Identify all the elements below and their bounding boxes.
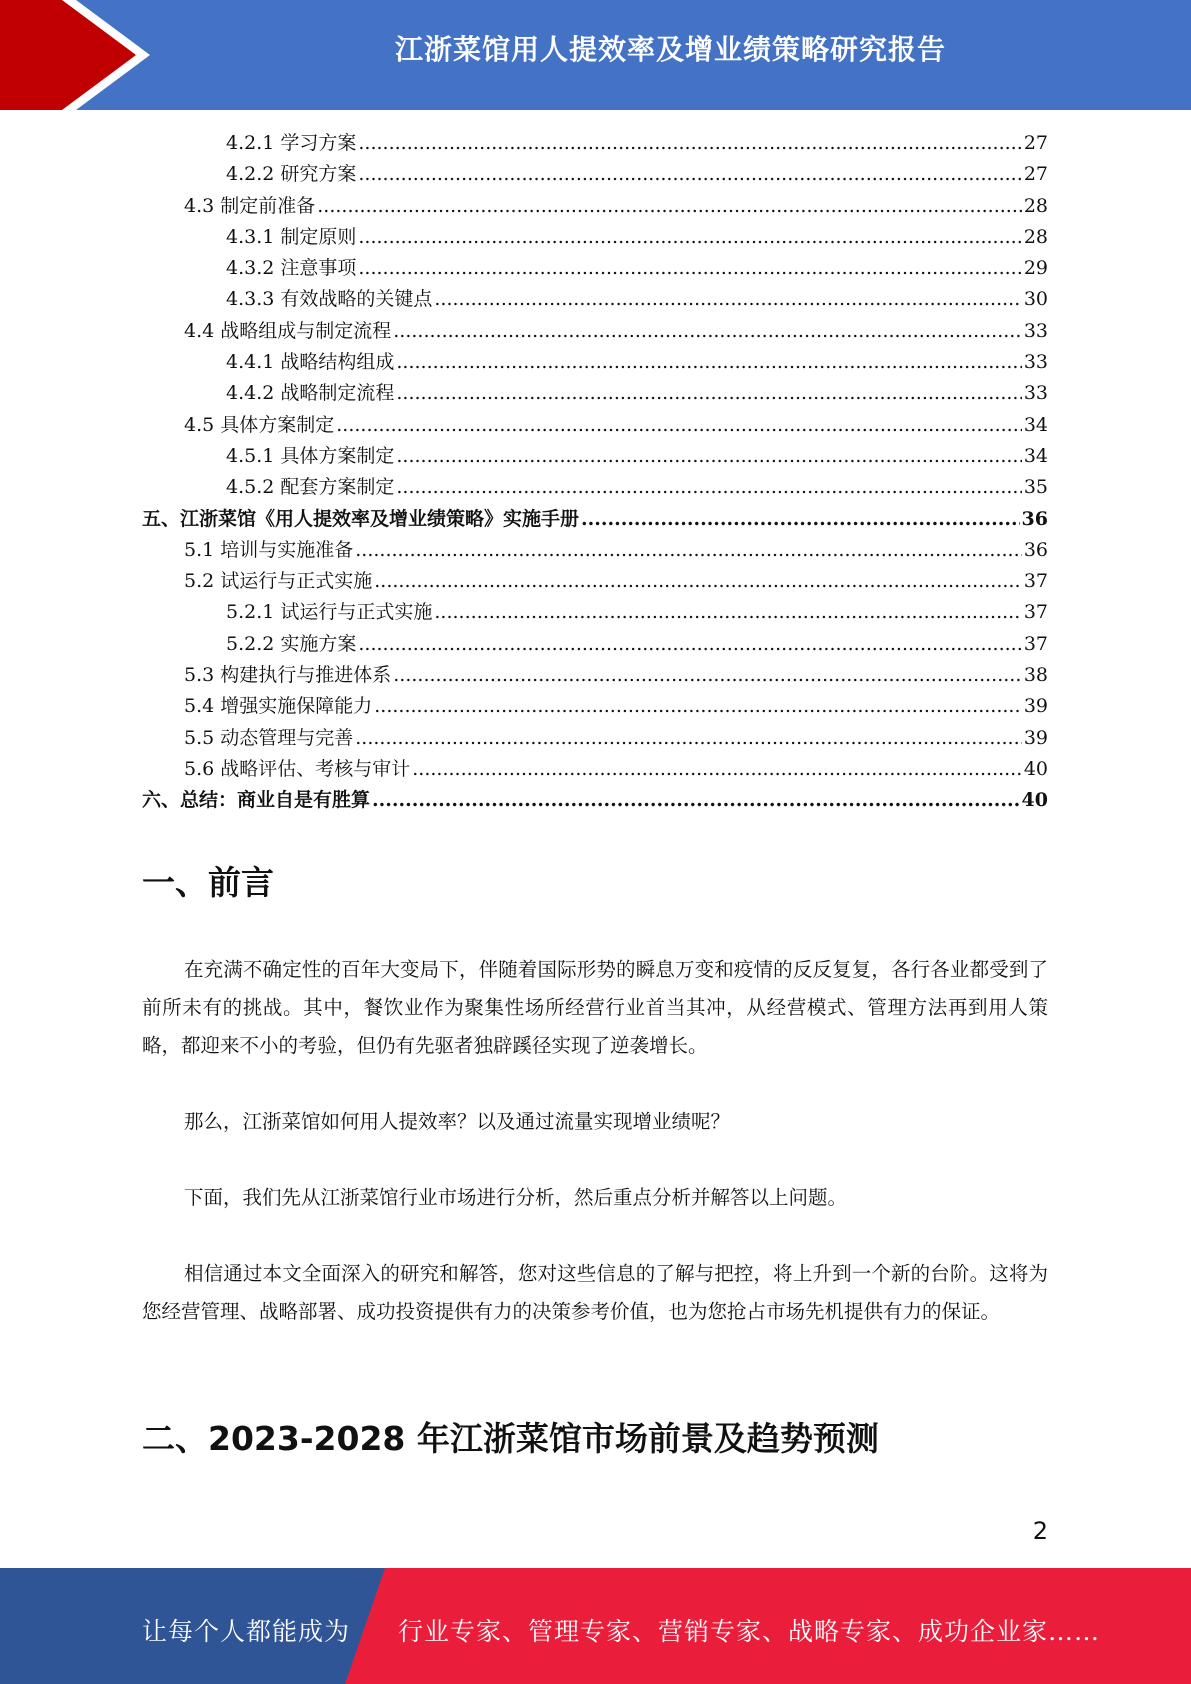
section-heading-preface: 一、前言 xyxy=(142,863,274,902)
footer-slogan-right: 行业专家、管理专家、营销专家、战略专家、成功企业家…… xyxy=(398,1617,1101,1646)
toc-entry-page: 35 xyxy=(1023,476,1048,499)
toc-entry-title: 4.3.3 有效战略的关键点 xyxy=(226,288,433,311)
toc-entry-title: 4.3 制定前准备 xyxy=(184,194,316,217)
toc-entry-title: 五、江浙菜馆《用人提效率及增业绩策略》实施手册 xyxy=(142,507,580,530)
toc-entry[interactable] xyxy=(142,723,1048,754)
toc-entry-title: 5.5 动态管理与完善 xyxy=(184,726,354,749)
toc-dot-leader xyxy=(358,128,1021,159)
toc-entry[interactable] xyxy=(142,347,1048,378)
toc-dot-leader xyxy=(393,316,1022,347)
toc-entry-page: 39 xyxy=(1023,695,1048,718)
toc-entry-title: 5.2 试运行与正式实施 xyxy=(184,570,373,593)
toc-dot-leader xyxy=(358,253,1021,284)
toc-entry-page: 28 xyxy=(1023,194,1048,217)
toc-entry-title: 5.1 培训与实施准备 xyxy=(184,538,354,561)
toc-entry[interactable] xyxy=(142,378,1048,409)
toc-entry-title: 5.3 构建执行与推进体系 xyxy=(184,664,392,687)
toc-entry-page: 27 xyxy=(1023,132,1048,154)
toc-entry-title: 4.4.2 战略制定流程 xyxy=(226,382,395,405)
toc-entry-page: 37 xyxy=(1023,632,1048,655)
toc-entry[interactable] xyxy=(142,691,1048,722)
toc-entry-title: 5.2.1 试运行与正式实施 xyxy=(226,601,433,624)
toc-entry[interactable] xyxy=(142,785,1048,816)
toc-entry-title: 4.3.2 注意事项 xyxy=(226,257,357,280)
toc-dot-leader xyxy=(396,441,1021,472)
toc-entry-title: 4.4 战略组成与制定流程 xyxy=(184,319,392,342)
toc-dot-leader xyxy=(358,629,1021,660)
toc-entry-title: 5.2.2 实施方案 xyxy=(226,632,357,655)
toc-entry-title: 5.6 战略评估、考核与审计 xyxy=(184,757,411,780)
toc-entry[interactable] xyxy=(142,504,1048,535)
toc-dot-leader xyxy=(434,284,1021,315)
toc-entry-title: 4.5.2 配套方案制定 xyxy=(226,476,395,499)
section-heading-forecast: 二、2023-2028 年江浙菜馆市场前景及趋势预测 xyxy=(142,1419,879,1458)
toc-entry[interactable] xyxy=(142,566,1048,597)
toc-entry[interactable] xyxy=(142,159,1048,190)
toc-entry-title: 4.5 具体方案制定 xyxy=(184,413,335,436)
paragraph: 那么，江浙菜馆如何用人提效率？以及通过流量实现增业绩呢？ xyxy=(184,1110,731,1133)
toc-dot-leader xyxy=(336,410,1022,441)
toc-dot-leader xyxy=(358,222,1021,253)
toc-entry-page: 33 xyxy=(1023,351,1048,374)
toc-dot-leader xyxy=(396,347,1021,378)
toc-entry-title: 4.2.1 学习方案 xyxy=(226,132,357,154)
toc-entry-title: 4.5.1 具体方案制定 xyxy=(226,444,395,467)
toc-entry-page: 33 xyxy=(1023,382,1048,405)
toc-dot-leader xyxy=(317,191,1022,222)
toc-entry[interactable] xyxy=(142,410,1048,441)
toc-dot-leader xyxy=(355,535,1022,566)
toc-dot-leader xyxy=(355,723,1022,754)
toc-dot-leader xyxy=(393,660,1022,691)
toc-entry-page: 37 xyxy=(1023,601,1048,624)
toc-dot-leader xyxy=(358,159,1021,190)
toc-entry-page: 27 xyxy=(1023,163,1048,186)
toc-entry-page: 40 xyxy=(1023,757,1048,780)
toc-entry[interactable] xyxy=(142,128,1048,159)
toc-entry[interactable] xyxy=(142,222,1048,253)
toc-entry[interactable] xyxy=(142,754,1048,785)
toc-entry[interactable] xyxy=(142,191,1048,222)
toc-entry-title: 六、总结：商业自是有胜算 xyxy=(142,789,371,812)
toc-entry-page: 33 xyxy=(1023,319,1048,342)
header-title: 江浙菜馆用人提效率及增业绩策略研究报告 xyxy=(394,33,946,66)
toc-entry[interactable] xyxy=(142,629,1048,660)
toc-entry[interactable] xyxy=(142,472,1048,503)
toc-entry-page: 39 xyxy=(1023,726,1048,749)
paragraph: 相信通过本文全面深入的研究和解答，您对这些信息的了解与把控，将上升到一个新的台阶。这将为您经营管理、战略部署、成功投资提供有力的决策参考价值，也为您抢占市场先机提供有力的保证。 xyxy=(142,1262,1048,1323)
toc-dot-leader xyxy=(374,566,1022,597)
page-number: 2 xyxy=(1032,1517,1048,1545)
toc-entry-page: 30 xyxy=(1023,288,1048,311)
page-footer xyxy=(0,1568,1191,1684)
page-header xyxy=(0,0,1191,110)
toc-entry[interactable] xyxy=(142,535,1048,566)
toc-dot-leader xyxy=(581,504,1020,535)
table-of-contents xyxy=(142,128,1048,817)
toc-entry[interactable] xyxy=(142,660,1048,691)
toc-entry-page: 40 xyxy=(1021,789,1048,812)
toc-entry-page: 37 xyxy=(1023,570,1048,593)
footer-slogan-left: 让每个人都能成为 xyxy=(142,1617,351,1646)
paragraph: 下面，我们先从江浙菜馆行业市场进行分析，然后重点分析并解答以上问题。 xyxy=(184,1186,848,1209)
toc-entry-page: 36 xyxy=(1021,507,1048,530)
toc-dot-leader xyxy=(434,597,1021,628)
toc-entry-page: 28 xyxy=(1023,225,1048,248)
toc-entry-title: 5.4 增强实施保障能力 xyxy=(184,695,373,718)
toc-dot-leader xyxy=(372,785,1020,816)
toc-entry[interactable] xyxy=(142,597,1048,628)
toc-entry-page: 34 xyxy=(1023,444,1048,467)
toc-dot-leader xyxy=(412,754,1022,785)
toc-dot-leader xyxy=(396,472,1021,503)
toc-dot-leader xyxy=(396,378,1021,409)
toc-entry-title: 4.4.1 战略结构组成 xyxy=(226,351,395,374)
paragraph: 在充满不确定性的百年大变局下，伴随着国际形势的瞬息万变和疫情的反反复复，各行各业都受到了前所未有的挑战。其中，餐饮业作为聚集性场所经营行业首当其冲，从经营模式、管理方法再到用人策略，都迎来不小的考验，但仍有先驱者独辟蹊径实现了逆袭增长。 xyxy=(142,958,1048,1057)
toc-entry-page: 38 xyxy=(1023,664,1048,687)
toc-entry[interactable] xyxy=(142,284,1048,315)
toc-dot-leader xyxy=(374,691,1022,722)
toc-entry[interactable] xyxy=(142,441,1048,472)
toc-entry-page: 36 xyxy=(1023,538,1048,561)
toc-entry-page: 29 xyxy=(1023,257,1048,280)
toc-entry[interactable] xyxy=(142,316,1048,347)
toc-entry[interactable] xyxy=(142,253,1048,284)
toc-entry-title: 4.2.2 研究方案 xyxy=(226,163,357,186)
toc-entry-page: 34 xyxy=(1023,413,1048,436)
toc-entry-title: 4.3.1 制定原则 xyxy=(226,225,357,248)
